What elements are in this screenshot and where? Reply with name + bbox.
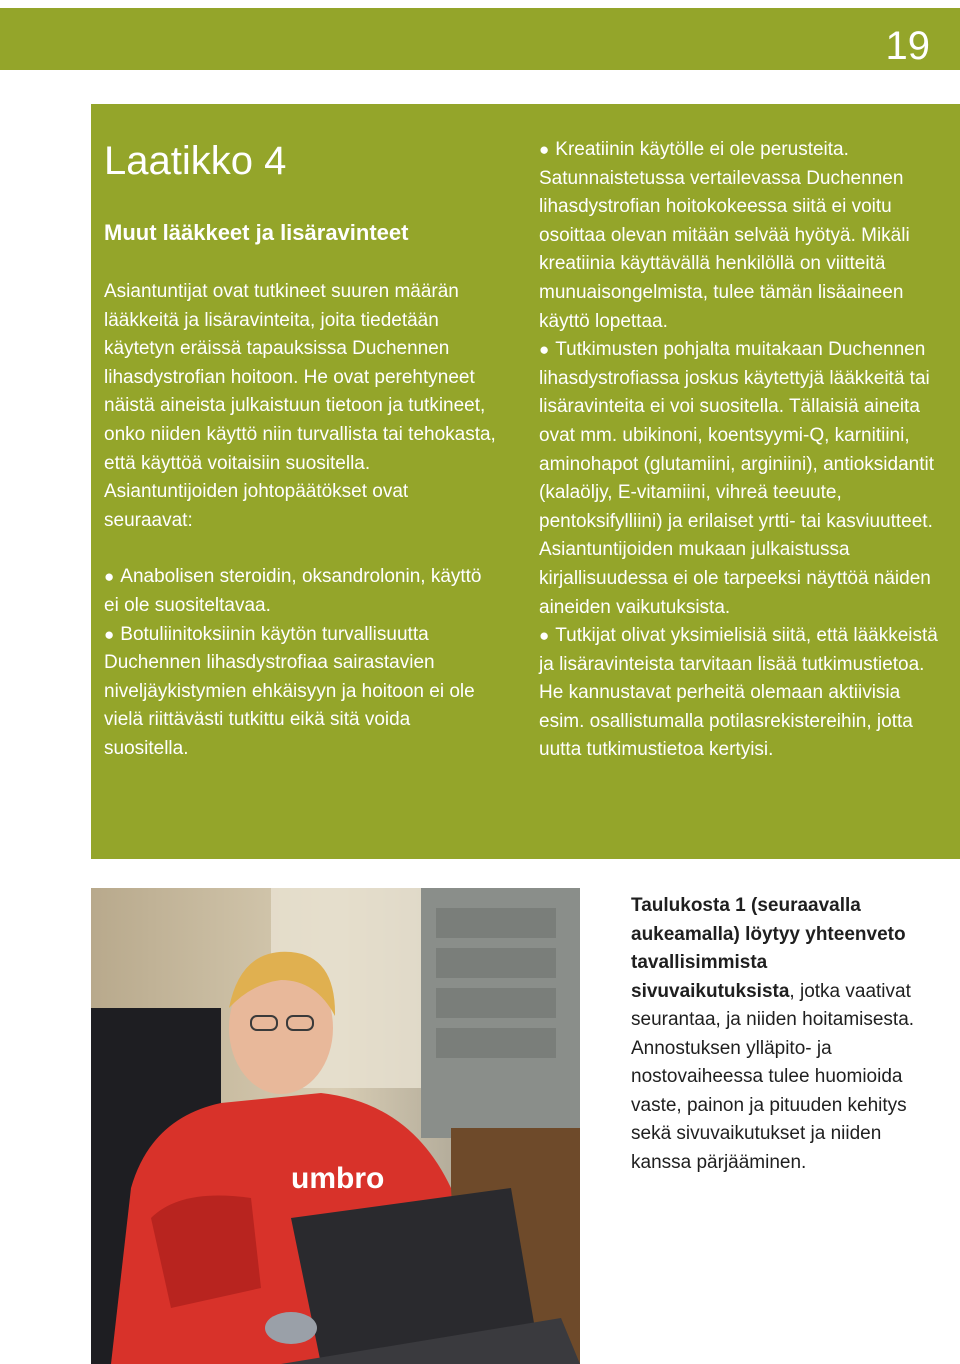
bullet-item bbox=[104, 563, 499, 620]
photo-illustration bbox=[91, 888, 580, 1364]
side-note bbox=[631, 892, 931, 1177]
photo-boy-at-laptop bbox=[91, 888, 580, 1364]
conclusions-lead: Asiantuntijoiden johtopäätökset ovat seuraavat: bbox=[104, 481, 409, 531]
bullet-text: Kreatiinin käytölle ei ole perusteita. Satunnaistetussa vertailevassa Duchennen lihasdystrofian hoitokokeessa siitä ei voitu osoittaa olevan mitään selvää hyötyä. Mikäli kreatiinia käyttävällä henkilöllä on viitteitä munuaisongelmista, tulee tämän lisäaineen käyttö lopettaa. bbox=[539, 139, 910, 332]
bullet-icon: ● bbox=[539, 340, 550, 360]
jacket-sleeve bbox=[151, 1196, 261, 1309]
bullet-icon: ● bbox=[104, 624, 115, 644]
box-right-column bbox=[539, 136, 947, 765]
page-header-bar bbox=[0, 8, 960, 70]
bullet-item bbox=[539, 136, 947, 336]
box-subtitle: Muut lääkkeet ja lisäravinteet bbox=[104, 220, 409, 245]
info-box-4 bbox=[91, 104, 960, 859]
side-note-text: , jotka vaativat seurantaa, ja niiden hoitamisesta. Annostuksen ylläpito- ja nostovaiheessa tulee huomioida vaste, painon ja pituuden kehitys sekä sivuvaikutukset ja niiden kanssa pärjääminen. bbox=[631, 980, 915, 1173]
box-left-column bbox=[104, 278, 499, 764]
bullet-text: Tutkimusten pohjalta muitakaan Duchennen lihasdystrofiassa joskus käytettyjä lääkkeitä tai lisäravinteita ei voi suositella. Tällaisiä aineita ovat mm. ubikinoni, koentsyymi-Q, karnitiini, aminohapot (glutamiini, arginiini), antioksidantit (kalaöljy, E-vitamiini, vihreä teeuute, pentoksifylliini) ja erilaiset yrtti- tai kasviuutteet. Asiantuntijoiden mukaan julkaistussa kirjallisuudessa ei ole tarpeeksi näyttöä näiden aineiden vaikutuksista. bbox=[539, 339, 934, 618]
bullet-icon: ● bbox=[539, 626, 550, 646]
bullet-text: Anabolisen steroidin, oksandrolonin, käyttö ei ole suositeltavaa. bbox=[104, 566, 482, 616]
bullet-text: Tutkijat olivat yksimielisiä siitä, että lääkkeistä ja lisäravinteista tarvitaan lisää tutkimustietoa. He kannustavat perheitä olemaan aktiivisia esim. osallistumalla potilasrekistereihin, jotta uutta tutkimustietoa kertyisi. bbox=[539, 625, 938, 761]
intro-paragraph: Asiantuntijat ovat tutkineet suuren määrän lääkkeitä ja lisäravinteita, joita tiedetään käytetyn eräissä tapauksissa Duchennen lihasdystrofian hoitoon. He ovat perehtyneet näistä aineista julkaistuun tietoon ja tutkineet, onko niiden käyttö niin turvallista tai tehokasta, että käyttöä voitaisiin suositella. bbox=[104, 281, 496, 474]
shirt-logo: umbro bbox=[291, 1162, 385, 1195]
bullet-icon: ● bbox=[104, 567, 115, 587]
computer-mouse bbox=[265, 1312, 317, 1344]
bullet-item bbox=[104, 621, 499, 764]
bullet-icon: ● bbox=[539, 140, 550, 159]
bullet-item bbox=[539, 336, 947, 622]
bullet-item bbox=[539, 622, 947, 765]
side-note-bold: Taulukosta 1 (seuraavalla aukeamalla) löytyy yhteenveto tavallisimmista sivuvaikutuksista bbox=[631, 895, 906, 1002]
bullet-text: Botuliinitoksiinin käytön turvallisuutta Duchennen lihasdystrofiaa sairastavien niveljäykistymien ehkäisyyn ja hoitoon ei ole vielä riittävästi tutkittu eikä sitä voida suositella. bbox=[104, 623, 475, 759]
page-number: 19 bbox=[885, 24, 930, 68]
box-title: Laatikko 4 bbox=[104, 139, 287, 183]
